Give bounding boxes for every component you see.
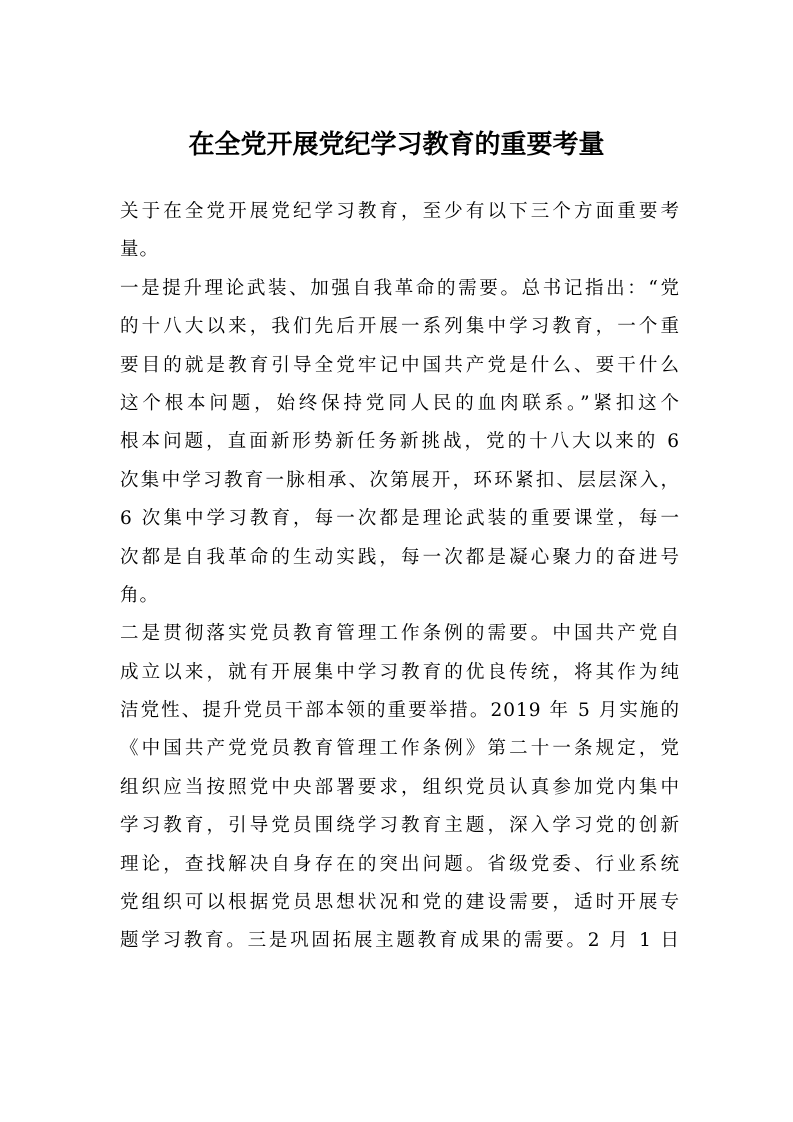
body-line: 次集中学习教育一脉相承、次第展开，环环紧扣、层层深入，	[120, 469, 680, 491]
body-line: 6 次集中学习教育，每一次都是理论武装的重要课堂，每一	[120, 508, 680, 530]
body-line: 组织应当按照党中央部署要求，组织党员认真参加党内集中	[120, 776, 680, 798]
body-line: 这个根本问题，始终保持党同人民的血肉联系。”紧扣这个	[120, 392, 680, 414]
body-line: 理论，查找解决自身存在的突出问题。省级党委、行业系统	[120, 853, 680, 875]
body-line: 一是提升理论武装、加强自我革命的需要。总书记指出：“党	[120, 277, 680, 299]
body-line: 角。	[120, 584, 160, 606]
body-line: 要目的就是教育引导全党牢记中国共产党是什么、要干什么	[120, 354, 680, 376]
body-line: 成立以来，就有开展集中学习教育的优良传统，将其作为纯	[120, 661, 680, 683]
body-line: 学习教育，引导党员围绕学习教育主题，深入学习党的创新	[120, 815, 680, 837]
body-line: 量。	[120, 239, 160, 261]
body-line: 洁党性、提升党员干部本领的重要举措。2019 年 5 月实施的	[120, 700, 680, 722]
document-body	[120, 193, 680, 961]
body-line: 党组织可以根据党员思想状况和党的建设需要，适时开展专	[120, 892, 680, 914]
body-line: 关于在全党开展党纪学习教育，至少有以下三个方面重要考	[120, 201, 680, 222]
body-line: 《中国共产党党员教育管理工作条例》第二十一条规定，党	[120, 738, 680, 760]
body-line: 的十八大以来，我们先后开展一系列集中学习教育，一个重	[120, 316, 680, 338]
body-line: 次都是自我革命的生动实践，每一次都是凝心聚力的奋进号	[120, 546, 680, 568]
document-title: 在全党开展党纪学习教育的重要考量	[188, 130, 605, 160]
body-line: 题学习教育。三是巩固拓展主题教育成果的需要。2 月 1 日	[120, 930, 680, 952]
body-line: 二是贯彻落实党员教育管理工作条例的需要。中国共产党自	[120, 623, 680, 645]
body-line: 根本问题，直面新形势新任务新挑战，党的十八大以来的 6	[120, 431, 680, 453]
